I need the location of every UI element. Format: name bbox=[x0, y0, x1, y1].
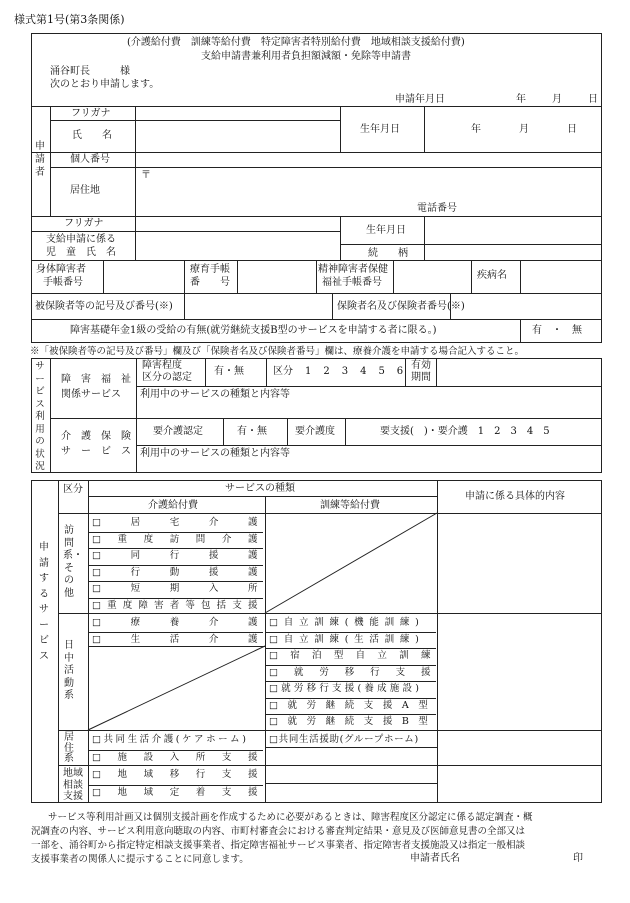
rehab-handbook-label-1: 療育手帳 bbox=[190, 264, 230, 275]
service-checkbox-item[interactable]: □居宅介護 bbox=[92, 517, 288, 528]
classification-yes-no[interactable]: 有・無 bbox=[214, 366, 244, 377]
specific-content-header: 申請に係る具体的内容 bbox=[465, 491, 565, 502]
row-divider bbox=[89, 632, 263, 633]
benefit-types: (介護給付費 訓練等給付費 特定障害者特別給付費 地域相談支援給付費) bbox=[127, 37, 465, 48]
care-services-in-use-label: 利用中のサービスの種類と内容等 bbox=[140, 448, 290, 459]
signature-label: 申請者氏名 bbox=[410, 853, 460, 864]
service-checkbox-item[interactable]: □自立訓練(生活訓練) bbox=[269, 633, 425, 645]
pension-choice[interactable]: 有 ・ 無 bbox=[532, 325, 582, 336]
care-benefits-header: 介護給付費 bbox=[148, 500, 198, 511]
row-divider bbox=[89, 598, 263, 599]
child-relationship-label: 続 柄 bbox=[368, 248, 408, 259]
service-checkbox-item[interactable]: □地域定着支援 bbox=[92, 786, 275, 798]
specific-content-field[interactable] bbox=[439, 515, 600, 801]
service-checkbox-item[interactable]: □共同生活援助(グループホーム) bbox=[269, 734, 419, 745]
welfare-services-in-use-label: 利用中のサービスの種類と内容等 bbox=[140, 389, 290, 400]
service-checkbox-item[interactable]: □生活介護 bbox=[92, 633, 288, 645]
service-checkbox-item[interactable]: □就労移行支援 bbox=[269, 666, 447, 678]
care-insurance-label-1: 介 護 保 険 bbox=[61, 431, 131, 442]
training-visiting-strike bbox=[265, 513, 437, 613]
row-divider bbox=[89, 532, 263, 533]
classification-label-2: 区分の認定 bbox=[142, 372, 192, 383]
seal-mark: 印 bbox=[573, 853, 583, 864]
row-divider bbox=[89, 750, 263, 751]
care-daytime-strike bbox=[88, 646, 265, 730]
service-checkbox-item[interactable]: □重度障害者等包括支援 bbox=[92, 599, 264, 611]
applicant-birthdate-field[interactable]: 年 月 日 bbox=[471, 124, 579, 135]
service-checkbox-item[interactable]: □就労継続支援B型 bbox=[269, 716, 438, 727]
rehab-handbook-label-2: 番 号 bbox=[190, 277, 230, 288]
row-divider bbox=[266, 681, 436, 682]
consent-line: 一部を、涌谷町から指定特定相談支援事業者、指定障害福祉サービス事業者、指定障害者支援施設又は指定一般相談 bbox=[31, 840, 526, 851]
row-divider bbox=[266, 714, 436, 715]
care-cert-label: 要介護認定 bbox=[153, 426, 203, 437]
group-daytime: 日中活動系 bbox=[64, 640, 74, 701]
consent-line: 況調査の内容、サービス利用意向聴取の内容、市町村審査会における審査判定結果・意見及び医師意見書の全部又は bbox=[31, 826, 526, 837]
service-checkbox-item[interactable]: □施設入所支援 bbox=[92, 751, 275, 763]
class-label: 区分 bbox=[273, 366, 293, 377]
welfare-services-label-1: 障 害 福 祉 bbox=[61, 374, 131, 385]
classification-label-1: 障害程度 bbox=[142, 360, 182, 371]
row-divider bbox=[266, 632, 436, 633]
service-status-section-label: サービス利用の状況 bbox=[35, 361, 45, 472]
service-checkbox-item[interactable]: □宿泊型自立訓練 bbox=[269, 650, 443, 661]
intro-text: 次のとおり申請します。 bbox=[50, 79, 160, 90]
mental-handbook-label-2: 福祉手帳番号 bbox=[322, 277, 382, 288]
service-checkbox-item[interactable]: □共同生活介護(ケアホーム) bbox=[92, 734, 249, 745]
service-checkbox-item[interactable]: □療養介護 bbox=[92, 617, 288, 628]
row-divider bbox=[89, 565, 263, 566]
pension-label: 障害基礎年金1級の受給の有無(就労継続支援B型のサービスを申請する者に限る。) bbox=[70, 325, 437, 336]
service-checkbox-item[interactable]: □短期入所 bbox=[92, 583, 288, 594]
validity-label-1: 有効 bbox=[411, 360, 431, 371]
row-divider bbox=[89, 548, 263, 549]
group-residential: 居住系 bbox=[64, 732, 74, 764]
child-furigana-label: フリガナ bbox=[64, 218, 104, 229]
addressee: 涌谷町長 様 bbox=[50, 66, 130, 77]
service-checkbox-item[interactable]: □就労継続支援A型 bbox=[269, 699, 438, 711]
welfare-services-label-2: 関係サービス bbox=[61, 389, 121, 400]
class-values[interactable]: 1 2 3 4 5 6 bbox=[305, 366, 405, 377]
care-level-label: 要介護度 bbox=[295, 426, 335, 437]
signature-field[interactable] bbox=[470, 852, 565, 865]
address-label: 居住地 bbox=[70, 185, 100, 196]
training-benefits-header: 訓練等給付費 bbox=[320, 500, 380, 511]
care-insurance-label-2: サ ー ビ ス bbox=[61, 446, 131, 457]
applicant-furigana-label: フリガナ bbox=[71, 108, 111, 119]
insured-number-label: 被保険者等の記号及び番号(※) bbox=[35, 301, 173, 312]
form-number: 様式第1号(第3条関係) bbox=[14, 13, 125, 26]
applicant-name-label: 氏 名 bbox=[72, 130, 112, 141]
child-name-label-1: 支給申請に係る bbox=[46, 234, 116, 245]
row-divider bbox=[266, 648, 436, 649]
service-checkbox-item[interactable]: □行動援護 bbox=[92, 566, 288, 578]
care-cert-yes-no[interactable]: 有・無 bbox=[237, 426, 267, 437]
applicant-birthdate-label: 生年月日 bbox=[360, 124, 400, 135]
phone-label: 電話番号 bbox=[417, 203, 457, 214]
row-divider bbox=[266, 698, 436, 699]
service-checkbox-item[interactable]: □重度訪問介護 bbox=[92, 533, 275, 545]
consent-line: サービス等利用計画又は個別支援計画を作成するために必要があるときは、障害程度区分認定に係る認定調査・概 bbox=[48, 812, 533, 823]
insurer-label: 保険者名及び保険者番号(※) bbox=[337, 301, 465, 312]
insurance-note: ※「被保険者等の記号及び番号」欄及び「保険者名及び保険者番号」欄は、療養介護を申請する場合記入すること。 bbox=[30, 346, 525, 357]
row-divider bbox=[89, 785, 263, 786]
care-level-values[interactable]: 要支援( )・要介護 1 2 3 4 5 bbox=[380, 426, 550, 437]
service-checkbox-item[interactable]: □同行援護 bbox=[92, 550, 288, 561]
application-date-label: 申請年月日 bbox=[395, 94, 445, 105]
row-divider bbox=[266, 665, 436, 666]
mental-handbook-label-1: 精神障害者保健 bbox=[318, 264, 388, 275]
physical-handbook-label-2: 手帳番号 bbox=[43, 277, 83, 288]
service-type-header: サービスの種類 bbox=[225, 483, 295, 494]
group-community: 地域相談支援 bbox=[63, 768, 83, 802]
row-divider bbox=[89, 581, 263, 582]
child-birthdate-label: 生年月日 bbox=[366, 225, 406, 236]
child-name-label-2: 児 童 氏 名 bbox=[46, 247, 116, 258]
service-checkbox-item[interactable]: □就労移行支援(養成施設) bbox=[269, 683, 423, 694]
applicant-section-label: 申請者 bbox=[35, 141, 45, 178]
page-title: 支給申請書兼利用者負担額減額・免除等申請書 bbox=[201, 51, 411, 62]
consent-line: 支援事業者の関係人に提示することに同意します。 bbox=[31, 854, 249, 865]
postal-mark: 〒 bbox=[141, 170, 151, 181]
disease-label: 疾病名 bbox=[477, 270, 507, 281]
group-visiting: 訪問系・その他 bbox=[63, 525, 83, 599]
physical-handbook-label-1: 身体障害者 bbox=[36, 264, 86, 275]
validity-label-2: 期間 bbox=[411, 372, 431, 383]
service-checkbox-item[interactable]: □自立訓練(機能訓練) bbox=[269, 617, 425, 628]
application-date-blank[interactable]: 年 月 日 bbox=[516, 94, 600, 105]
service-checkbox-item[interactable]: □地域移行支援 bbox=[92, 769, 275, 780]
requested-services-section-label: 申請するサービス bbox=[39, 542, 49, 662]
my-number-label: 個人番号 bbox=[70, 154, 110, 165]
category-header: 区分 bbox=[63, 484, 83, 495]
